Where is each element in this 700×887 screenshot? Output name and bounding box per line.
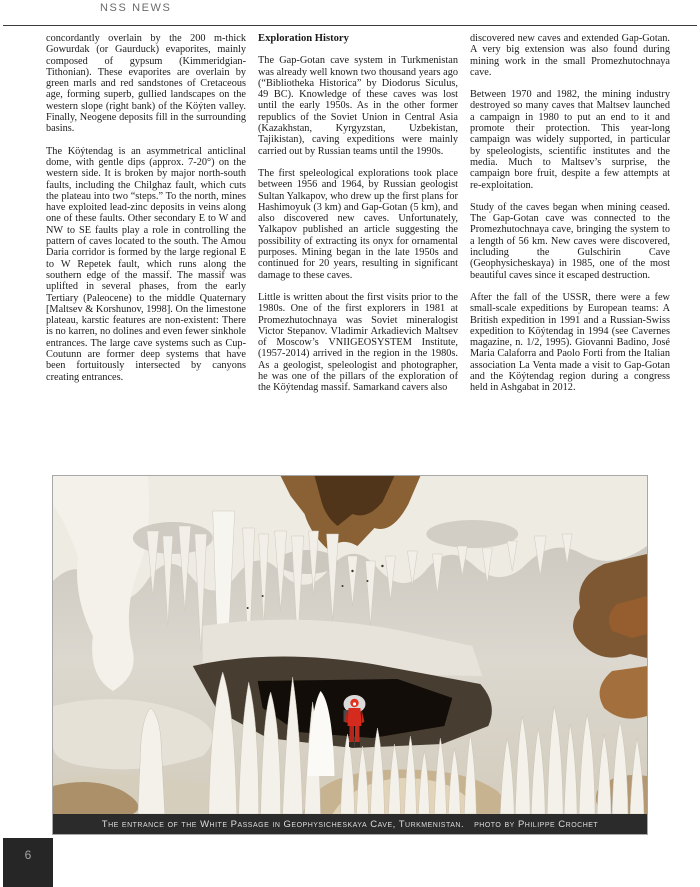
- section-heading: Exploration History: [258, 33, 349, 44]
- article-columns: [46, 33, 670, 405]
- paragraph: The Köýtendag is an asymmetrical anticlinal dome, with gentle dips (approx. 7-20°) on the western side. It is broken by major north-south faults, including the Chilghaz fault, which cuts the plateau into two “steps.” To the north, mines have exploited lead-zinc deposits in veins along one of these faults. Other secondary E to W and NW to SE faults play a role in controlling the pattern of caves located to the south. The Amou Daria corridor is formed by the large regional E to W Repetek fault, which runs along the southern edge of the massif. The massif was uplifted in several phases, from the early Tertiary (Paleocene) to the middle Quaternary [Maltsev & Korshunov, 1998]. On the limestone plateau, karstic features are non-existent: There is no karren, no dolines and even fewer sinkhole entrances. The large cave systems such as Cup-Coutunn are former deep systems that have been fortuitously intersected by canyons creating entrances.: [46, 145, 246, 383]
- paragraph: Study of the caves began when mining ceased. The Gap-Gotan cave was connected to the Promezhutochnaya cave, bringing the system to a length of 56 km. New caves were discovered, including the Gulschirin Cave (Geophysicheskaya) in 1985, one of the most beautiful caves since it escaped destruction.: [470, 201, 670, 281]
- paragraph: The Gap-Gotan cave system in Turkmenistan was already well known two thousand years ago (“Bibliotheka Historica” by Diodorus Siculus, 49 BC). Knowledge of these caves was lost until the early 1950s. As in the other former republics of the Soviet Union in Central Asia (Kazakhstan, Kyrgyzstan, Uzbekistan, Tajikistan), caving expeditions were mainly carried out by Russian teams until the 1990s.: [258, 55, 458, 157]
- paragraph: Between 1970 and 1982, the mining industry destroyed so many caves that Maltsev launched a campaign in 1980 to put an end to it and promote their protection. This year-long campaign was widely supported, in particular by speleologists, scientific institutes and the media. Much to Maltsev’s surprise, the campaign bore fruit, despite a few attempts at re-exploitation.: [470, 89, 670, 191]
- article-column-1: [46, 33, 246, 405]
- cave-photo: [53, 476, 647, 814]
- photo-credit: photo by Philippe Crochet: [474, 818, 599, 830]
- paragraph: Little is written about the first visits prior to the 1980s. One of the first explorers in 1981 at Promezhutochnaya was Soviet mineralogist Victor Stepanov. Vladimir Arkadievich Maltsev of Moscow’s VNIIGEOSYSTEM Institute, (1957-2014) arrived in the region in the 1980s. As a geologist, speleologist and photographer, he was one of the pillars of the exploration of the Köýtendag massif. Samarkand cavers also: [258, 291, 458, 394]
- paragraph: The first speleological explorations took place between 1956 and 1964, by Russian geologist Sultan Yalkapov, who drew up the first plans for Hashimoyuk (3 km) and Gap-Gotan (5 km), and also discovered new caves. Unfortunately, Yalkapov published an article suggesting the possibility of extracting its onyx for ornamental purposes. Mining began in the late 1950s and continued for 20 years, resulting in significant damage to these caves.: [258, 167, 458, 281]
- paragraph: concordantly overlain by the 200 m-thick Gowurdak (or Gaurduck) evaporites, mainly composed of gypsum (Kimmeridgian-Tithonian). These evaporites are overlain by green marls and red sandstones of Cretaceous age, forming superb, gullied landscapes on the western slope (right bank) of the Köýten valley. Finally, Neogene deposits fill in the surrounding basins.: [46, 33, 246, 135]
- paragraph: discovered new caves and extended Gap-Gotan. A very big extension was also found during mining work in the small Promezhutochnaya cave.: [470, 33, 670, 78]
- photo-caption-text: The entrance of the White Passage in Geophysicheskaya Cave, Turkmenistan.: [101, 818, 465, 830]
- page-number: 6: [24, 848, 32, 862]
- article-column-3: [470, 33, 670, 405]
- page-number-box: [3, 838, 53, 887]
- paragraph: After the fall of the USSR, there were a few small-scale expeditions by European teams: A British expedition in 1991 and a Russian-Swiss expedition to Köýtendag in 1994 (see Cavernes magazine, n. 1/2, 1995). Giovanni Badino, José Maria Calaforra and Paolo Forti from the Italian association La Venta made a visit to Gap-Gotan and the Köýtendag region during a congress held in Ashgabat in 2012.: [470, 291, 670, 394]
- header-divider: [3, 25, 697, 26]
- masthead: NSS NEWS: [100, 2, 172, 14]
- cave-photo-figure: [52, 475, 648, 835]
- article-column-2: [258, 33, 458, 405]
- photo-caption-bar: [53, 814, 647, 834]
